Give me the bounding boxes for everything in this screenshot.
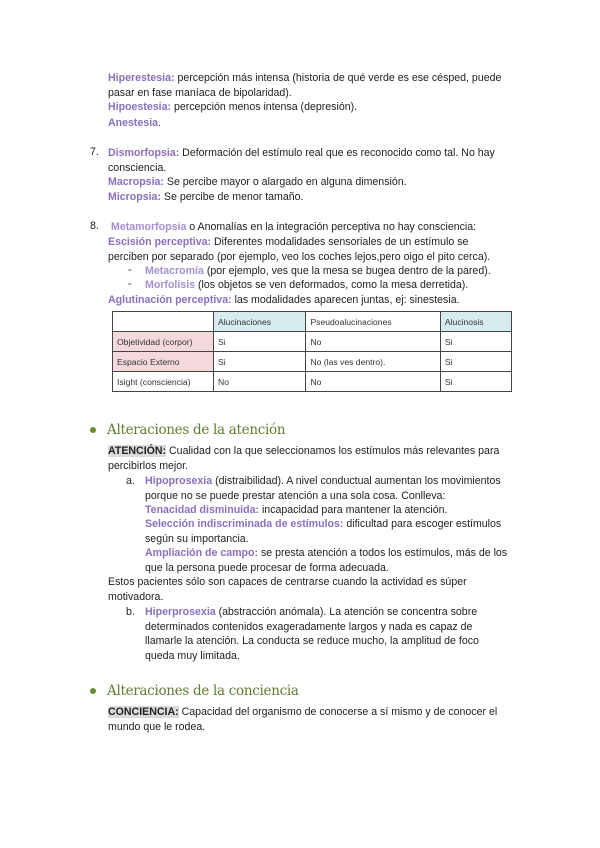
table-header-cell: Alucinaciones: [214, 312, 306, 332]
table-row: [113, 352, 512, 372]
table-row: [113, 372, 512, 392]
atencion-definition: [108, 444, 526, 473]
bullet-icon: [90, 688, 96, 694]
hipoestesia-term: Hipoestesia:: [108, 101, 171, 113]
aglutinacion-term: Aglutinación perceptiva:: [108, 294, 232, 306]
atencion-heading: [90, 422, 285, 438]
hiperestesia-term: Hiperestesia:: [108, 72, 175, 84]
aglutinacion-entry: [108, 293, 526, 308]
micropsia-term: Micropsia:: [108, 191, 161, 203]
table-cell: Si: [440, 372, 511, 392]
ampliacion-entry: [145, 546, 526, 575]
macropsia-text: Se percibe mayor o alargado en alguna dimensión.: [163, 176, 407, 188]
table-cell: No (las ves dentro).: [306, 352, 440, 372]
table-cell: No: [306, 372, 440, 392]
ampliacion-term: Ampliación de campo:: [145, 547, 259, 559]
escision-text-1: Diferentes modalidades sensoriales de un estímulo se: [211, 236, 469, 248]
table-row: [113, 332, 512, 352]
bullet-icon: [90, 427, 96, 433]
atencion-text-2: percibirlos mejor.: [108, 459, 189, 472]
table-header-row: [113, 312, 512, 332]
item-8-number: 8.: [90, 220, 99, 232]
table-header-cell: [113, 312, 214, 332]
table-cell: No: [306, 332, 440, 352]
atencion-term: ATENCIÓN:: [108, 445, 167, 457]
estos-text-2: motivadora.: [108, 590, 164, 603]
conciencia-text-2: mundo que le rodea.: [108, 720, 206, 733]
hiperprosexia-text-1: (abstracción anómala). La atención se concentra sobre: [215, 606, 478, 618]
item-b-label: b.: [126, 606, 135, 618]
hiperprosexia-entry: [145, 605, 526, 663]
table-cell: Si: [440, 332, 511, 352]
aglutinacion-text: las modalidades aparecen juntas, ej: sinestesia.: [231, 294, 460, 306]
dismorfopsia-text-1: Deformación del estímulo real que es reconocido como tal. No hay: [179, 147, 495, 159]
escision-term: Escisión perceptiva:: [108, 236, 212, 248]
table-row-header: Objetividad (corpor): [113, 332, 214, 352]
tenacidad-entry: [145, 503, 526, 518]
table-cell: Si: [214, 332, 306, 352]
conciencia-heading: [90, 683, 299, 699]
hiperprosexia-text-4: queda muy limitada.: [145, 649, 240, 662]
metamorfopsia-text: o Anomalías en la integración perceptiva no hay consciencia:: [186, 221, 477, 233]
hiperprosexia-text-2: determinados contenidos exageradamente largos y nada es capaz de: [145, 620, 473, 633]
estos-pacientes-text: [108, 575, 526, 604]
escision-entry: [108, 235, 526, 264]
atencion-text-1: Cualidad con la que seleccionamos los estímulos más relevantes para: [166, 445, 500, 457]
hipoprosexia-entry: [145, 474, 526, 503]
seleccion-entry: [145, 517, 526, 546]
metacromia-term: Metacromía: [145, 265, 204, 277]
hiperestesia-text-2: pasar en fase maníaca de bipolaridad).: [108, 86, 292, 99]
estos-text-1: Estos pacientes sólo son capaces de centrarse cuando la actividad es súper: [108, 576, 467, 588]
table-cell: No: [214, 372, 306, 392]
anestesia-term: Anestesia: [108, 117, 159, 129]
tenacidad-text: incapacidad para mantener la atención.: [259, 504, 448, 516]
ampliacion-text-2: que la persona puede procesar de forma adecuada.: [145, 561, 389, 574]
item-7-number: 7.: [90, 146, 99, 158]
seleccion-term: Selección indiscriminada de estímulos:: [145, 518, 344, 530]
table-row-header: Isight (consciencia): [113, 372, 214, 392]
tenacidad-term: Tenacidad disminuida:: [145, 504, 259, 516]
hipoestesia-text: percepción menos intensa (depresión).: [171, 101, 358, 113]
conciencia-definition: [108, 705, 526, 734]
morfolisis-term: Morfolisis: [145, 279, 196, 291]
metacromia-entry: [145, 264, 535, 279]
conciencia-heading-text: Alteraciones de la conciencia: [107, 683, 299, 699]
morfolisis-text: (los objetos se ven deformados, como la mesa derretida).: [195, 279, 469, 291]
hipoprosexia-text-2: porque no se puede prestar atención a una sola cosa. Conlleva:: [145, 489, 446, 502]
metamorfopsia-term: Metamorfopsia: [111, 221, 187, 233]
hiperprosexia-text-3: llamarle la atención. La conducta se reduce mucho, la amplitud de foco: [145, 635, 479, 648]
hallucination-table: [112, 311, 512, 392]
dismorfopsia-term: Dismorfopsia:: [108, 147, 180, 159]
dash-1: -: [128, 264, 132, 276]
table-row-header: Espacio Externo: [113, 352, 214, 372]
table-cell: Si: [440, 352, 511, 372]
conciencia-text-1: Capacidad del organismo de conocerse a sí mismo y de conocer el: [178, 706, 498, 718]
conciencia-term: CONCIENCIA:: [108, 706, 179, 718]
item-a-label: a.: [126, 475, 135, 487]
macropsia-entry: [108, 175, 526, 190]
micropsia-entry: [108, 190, 526, 205]
dash-2: -: [128, 278, 132, 290]
escision-text-2: perciben por separado (por ejemplo, veo los coches lejos,pero oigo el pito cerca).: [108, 250, 491, 263]
hiperestesia-entry: [108, 71, 526, 100]
hiperprosexia-term: Hiperprosexia: [145, 606, 216, 618]
dismorfopsia-entry: [108, 146, 526, 175]
table-cell: Si: [214, 352, 306, 372]
seleccion-text-1: dificultad para escoger estímulos: [343, 518, 502, 530]
anestesia-entry: [108, 116, 526, 131]
hipoestesia-entry: [108, 100, 526, 115]
atencion-heading-text: Alteraciones de la atención: [107, 422, 286, 438]
dismorfopsia-text-2: consciencia.: [108, 161, 167, 174]
anestesia-text: .: [158, 117, 162, 129]
ampliacion-text-1: se presta atención a todos los estímulos, más de los: [258, 547, 508, 559]
hipoprosexia-text-1: (distraibilidad). A nivel conductual aumentan los movimientos: [212, 475, 501, 487]
hipoprosexia-term: Hipoprosexia: [145, 475, 213, 487]
metamorfopsia-entry: [111, 220, 529, 235]
hiperestesia-text-1: percepción más intensa (historia de qué verde es ese césped, puede: [174, 72, 502, 84]
metacromia-text: (por ejemplo, ves que la mesa se bugea dentro de la pared).: [203, 265, 491, 277]
seleccion-text-2: según su importancia.: [145, 532, 249, 545]
table-header-cell: Alucinosis: [440, 312, 511, 332]
macropsia-term: Macropsia:: [108, 176, 164, 188]
morfolisis-entry: [145, 278, 535, 293]
micropsia-text: Se percibe de menor tamaño.: [160, 191, 304, 203]
table-header-cell: Pseudoalucinaciones: [306, 312, 440, 332]
